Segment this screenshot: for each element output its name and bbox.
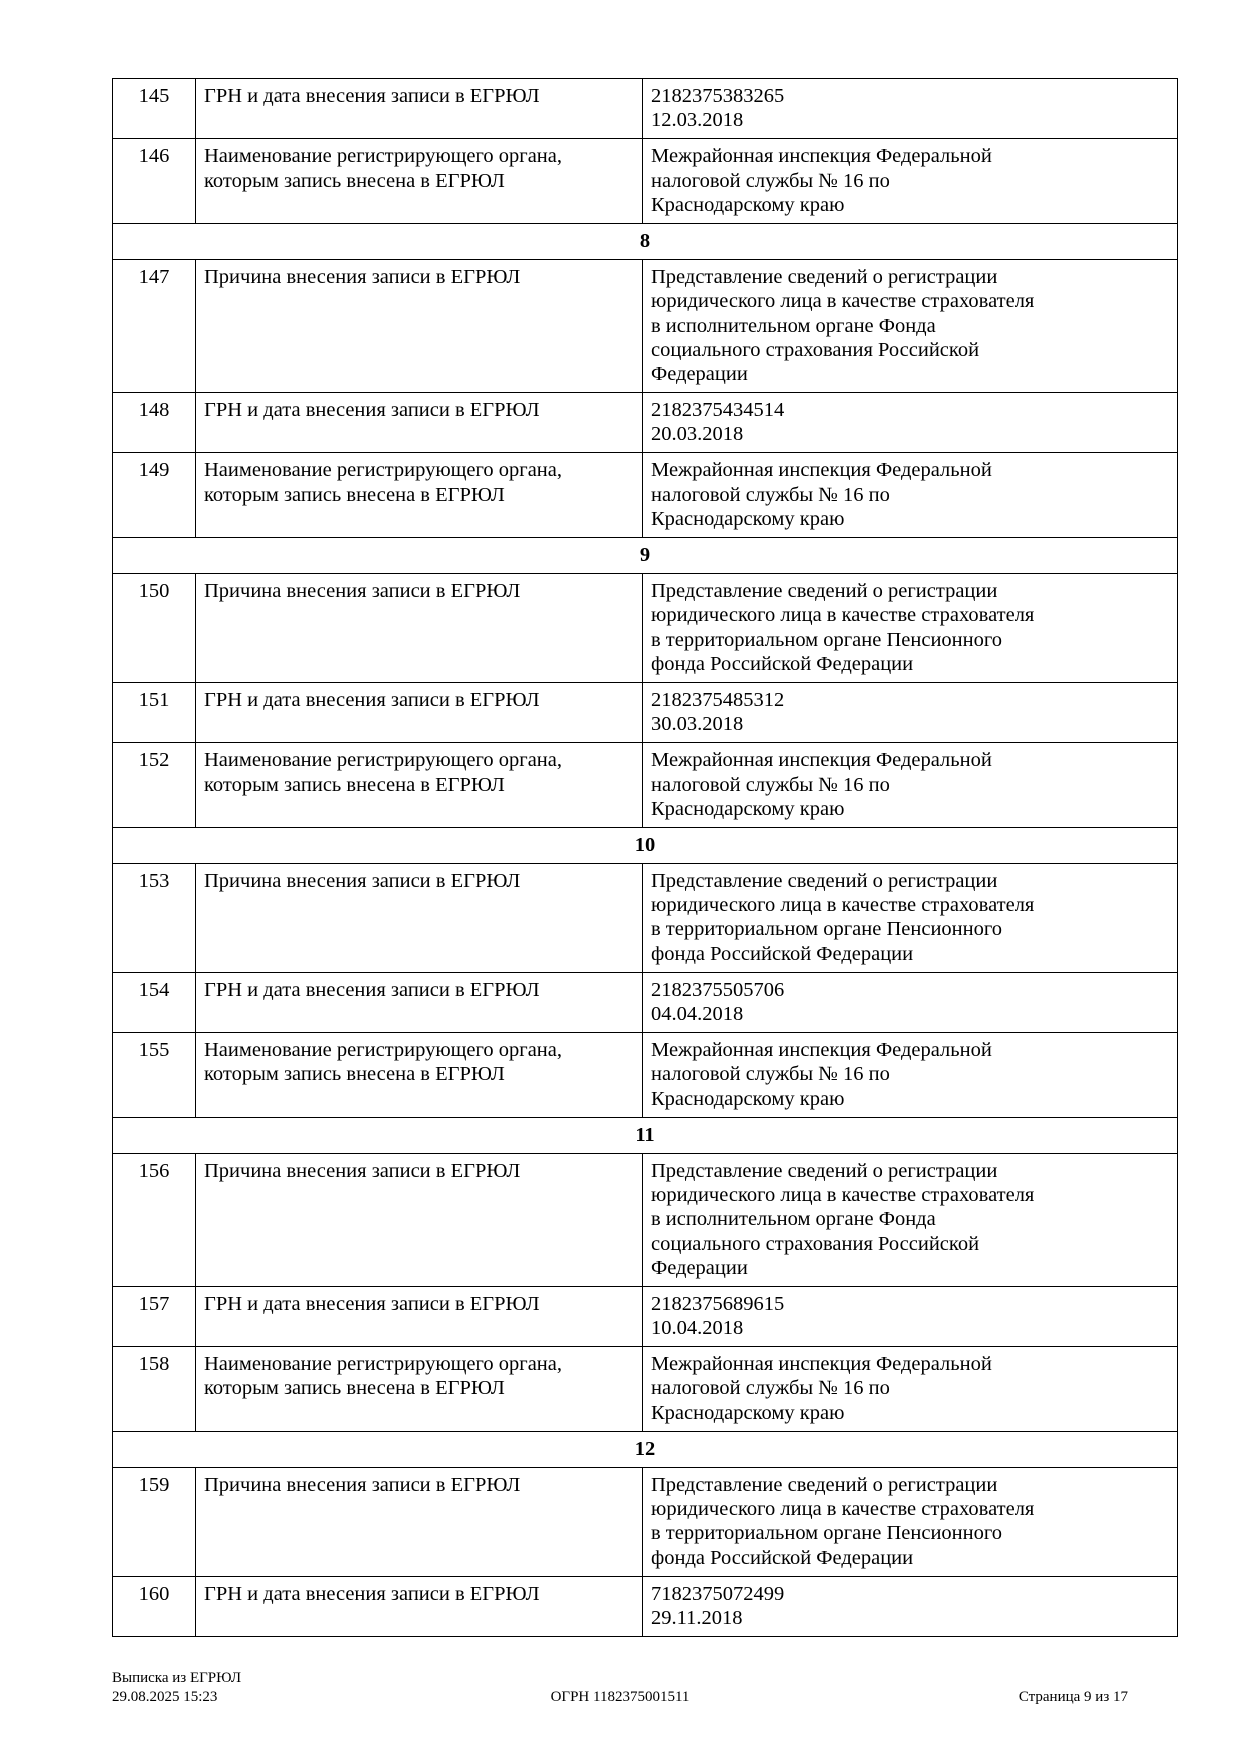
row-value-line: 30.03.2018 xyxy=(651,713,744,736)
row-number: 150 xyxy=(113,574,196,683)
row-number: 152 xyxy=(113,743,196,828)
row-number: 147 xyxy=(113,260,196,393)
row-value-line: в территориальном органе Пенсионного xyxy=(651,918,1003,941)
row-value-line: Федерации xyxy=(651,1256,748,1279)
egrul-table-body xyxy=(113,79,1178,1637)
section-number: 10 xyxy=(113,827,1178,863)
row-value-line: 7182375072499 xyxy=(651,1582,785,1605)
row-value xyxy=(643,864,1178,973)
egrul-records-table xyxy=(112,78,1178,1637)
table-row xyxy=(113,864,1178,973)
row-value xyxy=(643,743,1178,828)
section-number: 8 xyxy=(113,223,1178,259)
row-value-line: Представление сведений о регистрации xyxy=(651,580,998,603)
footer-generated-at: 29.08.2025 15:23 xyxy=(112,1689,218,1705)
row-value-line: налоговой службы № 16 по xyxy=(651,1377,890,1400)
row-value-line: налоговой службы № 16 по xyxy=(651,773,890,796)
table-row xyxy=(113,1347,1178,1432)
row-number: 154 xyxy=(113,972,196,1032)
table-row xyxy=(113,79,1178,139)
row-value-line: фонда Российской Федерации xyxy=(651,942,914,965)
row-value-line: юридического лица в качестве страхователя xyxy=(651,894,1035,917)
table-row xyxy=(113,682,1178,742)
row-value-line: Представление сведений о регистрации xyxy=(651,870,998,893)
row-value-line: юридического лица в качестве страхователя xyxy=(651,1184,1035,1207)
row-number: 160 xyxy=(113,1576,196,1636)
row-label: Наименование регистрирующего органа, которым запись внесена в ЕГРЮЛ xyxy=(196,1347,643,1432)
row-label: Причина внесения записи в ЕГРЮЛ xyxy=(196,1468,643,1577)
row-value-line: Межрайонная инспекция Федеральной xyxy=(651,459,992,482)
row-label: Причина внесения записи в ЕГРЮЛ xyxy=(196,574,643,683)
row-value-line: Представление сведений о регистрации xyxy=(651,1474,998,1496)
footer-row-meta xyxy=(112,1688,1128,1707)
table-row xyxy=(113,139,1178,224)
row-label: Наименование регистрирующего органа, которым запись внесена в ЕГРЮЛ xyxy=(196,1033,643,1118)
row-value xyxy=(643,79,1178,139)
row-value-line: 2182375434514 xyxy=(651,399,785,422)
row-label: ГРН и дата внесения записи в ЕГРЮЛ xyxy=(196,1286,643,1346)
table-row xyxy=(113,1468,1178,1577)
footer-page-number: Страница 9 из 17 xyxy=(1018,1689,1128,1705)
footer-row-title xyxy=(112,1669,1128,1688)
row-value xyxy=(643,139,1178,224)
table-row xyxy=(113,972,1178,1032)
row-value xyxy=(643,682,1178,742)
row-value-line: 20.03.2018 xyxy=(651,423,744,446)
row-label: ГРН и дата внесения записи в ЕГРЮЛ xyxy=(196,1576,643,1636)
section-divider-row xyxy=(113,1431,1178,1467)
row-value xyxy=(643,1576,1178,1636)
row-number: 153 xyxy=(113,864,196,973)
row-label: Причина внесения записи в ЕГРЮЛ xyxy=(196,864,643,973)
table-row xyxy=(113,1286,1178,1346)
row-value xyxy=(643,393,1178,453)
row-value-line: 2182375383265 xyxy=(651,85,785,107)
row-value-line: юридического лица в качестве страхователя xyxy=(651,604,1035,627)
row-number: 148 xyxy=(113,393,196,453)
row-value xyxy=(643,1468,1178,1577)
row-value-line: Представление сведений о регистрации xyxy=(651,1159,998,1182)
row-value-line: юридического лица в качестве страхователя xyxy=(651,290,1035,313)
row-number: 157 xyxy=(113,1286,196,1346)
row-number: 159 xyxy=(113,1468,196,1577)
row-value-line: в исполнительном органе Фонда xyxy=(651,314,936,337)
row-value-line: 29.11.2018 xyxy=(651,1606,743,1629)
row-value xyxy=(643,453,1178,538)
row-value-line: налоговой службы № 16 по xyxy=(651,483,890,506)
row-label: ГРН и дата внесения записи в ЕГРЮЛ xyxy=(196,682,643,742)
row-value xyxy=(643,1153,1178,1286)
row-value-line: Межрайонная инспекция Федеральной xyxy=(651,749,992,772)
table-row xyxy=(113,1153,1178,1286)
table-row xyxy=(113,1033,1178,1118)
row-value-line: Краснодарскому краю xyxy=(651,1401,845,1424)
row-value-line: налоговой службы № 16 по xyxy=(651,1063,890,1086)
row-number: 155 xyxy=(113,1033,196,1118)
section-divider-row xyxy=(113,1117,1178,1153)
row-number: 151 xyxy=(113,682,196,742)
row-value xyxy=(643,1033,1178,1118)
table-row xyxy=(113,260,1178,393)
table-row xyxy=(113,1576,1178,1636)
row-value xyxy=(643,972,1178,1032)
row-value-line: Краснодарскому краю xyxy=(651,193,845,216)
row-value-line: 2182375485312 xyxy=(651,688,785,711)
table-row xyxy=(113,574,1178,683)
section-divider-row xyxy=(113,538,1178,574)
table-row xyxy=(113,393,1178,453)
row-value-line: 12.03.2018 xyxy=(651,109,744,132)
row-label: Причина внесения записи в ЕГРЮЛ xyxy=(196,1153,643,1286)
row-value-line: 04.04.2018 xyxy=(651,1003,744,1025)
row-label: Наименование регистрирующего органа, которым запись внесена в ЕГРЮЛ xyxy=(196,139,643,224)
row-label: Причина внесения записи в ЕГРЮЛ xyxy=(196,260,643,393)
footer-document-title: Выписка из ЕГРЮЛ xyxy=(112,1670,241,1686)
table-row xyxy=(113,743,1178,828)
row-label: Наименование регистрирующего органа, которым запись внесена в ЕГРЮЛ xyxy=(196,453,643,538)
row-number: 146 xyxy=(113,139,196,224)
section-divider-row xyxy=(113,223,1178,259)
row-value-line: 2182375505706 xyxy=(651,978,785,1001)
row-value xyxy=(643,1286,1178,1346)
row-value-line: Межрайонная инспекция Федеральной xyxy=(651,1039,992,1062)
row-label: ГРН и дата внесения записи в ЕГРЮЛ xyxy=(196,393,643,453)
row-value-line: в территориальном органе Пенсионного xyxy=(651,1522,1003,1545)
row-number: 149 xyxy=(113,453,196,538)
row-value-line: Представление сведений о регистрации xyxy=(651,266,998,289)
row-value-line: социального страхования Российской xyxy=(651,338,980,361)
row-value-line: в территориальном органе Пенсионного xyxy=(651,628,1003,651)
row-number: 145 xyxy=(113,79,196,139)
row-number: 158 xyxy=(113,1347,196,1432)
section-number: 9 xyxy=(113,538,1178,574)
row-value-line: Краснодарскому краю xyxy=(651,507,845,530)
row-value-line: в исполнительном органе Фонда xyxy=(651,1208,936,1231)
row-value-line: Краснодарскому краю xyxy=(651,797,845,820)
row-value-line: юридического лица в качестве страхователя xyxy=(651,1498,1035,1521)
row-value-line: фонда Российской Федерации xyxy=(651,1546,914,1569)
row-label: Наименование регистрирующего органа, которым запись внесена в ЕГРЮЛ xyxy=(196,743,643,828)
row-value-line: Краснодарскому краю xyxy=(651,1087,845,1110)
row-value xyxy=(643,574,1178,683)
row-value-line: Федерации xyxy=(651,362,748,385)
section-number: 12 xyxy=(113,1431,1178,1467)
row-number: 156 xyxy=(113,1153,196,1286)
section-divider-row xyxy=(113,827,1178,863)
row-value-line: фонда Российской Федерации xyxy=(651,652,914,675)
table-row xyxy=(113,453,1178,538)
section-number: 11 xyxy=(113,1117,1178,1153)
row-label: ГРН и дата внесения записи в ЕГРЮЛ xyxy=(196,79,643,139)
row-value xyxy=(643,1347,1178,1432)
page-footer xyxy=(112,1669,1128,1707)
row-value-line: 2182375689615 xyxy=(651,1292,785,1315)
row-value-line: Межрайонная инспекция Федеральной xyxy=(651,145,992,168)
row-label: ГРН и дата внесения записи в ЕГРЮЛ xyxy=(196,972,643,1032)
row-value-line: Межрайонная инспекция Федеральной xyxy=(651,1353,992,1376)
row-value-line: социального страхования Российской xyxy=(651,1232,980,1255)
row-value xyxy=(643,260,1178,393)
row-value-line: налоговой службы № 16 по xyxy=(651,169,890,192)
footer-ogrn: ОГРН 1182375001511 xyxy=(550,1689,690,1705)
row-value-line: 10.04.2018 xyxy=(651,1317,744,1340)
